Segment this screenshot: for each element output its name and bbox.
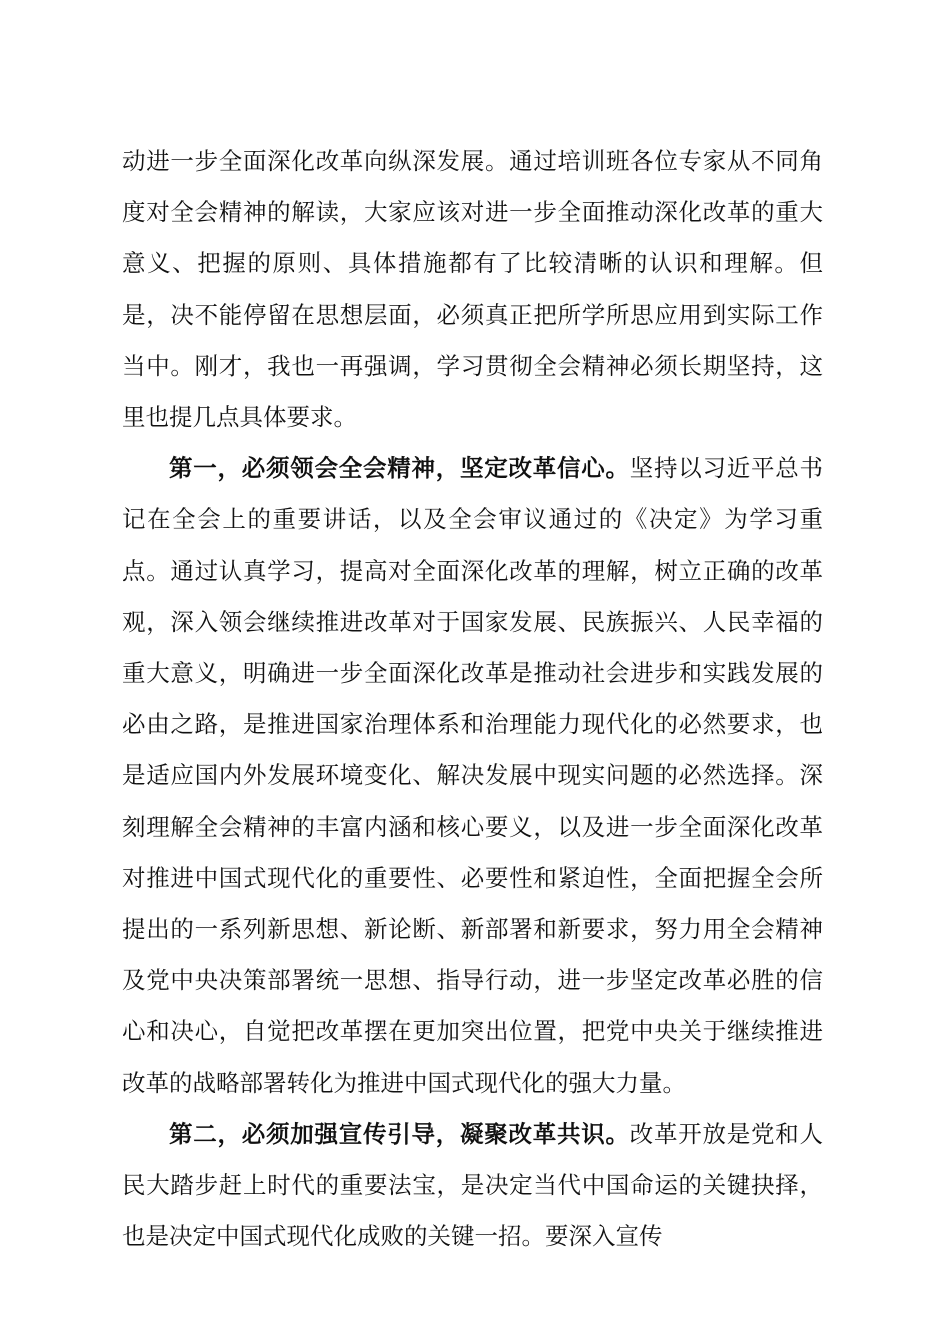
paragraph-text: 改革开放是党和人民大踏步赶上时代的重要法宝，是决定当代中国命运的关键抉择，也是决定中国式现代化成败的关键一招。要深入宣传 <box>122 1119 823 1251</box>
paragraph-second-requirement <box>122 1109 823 1263</box>
paragraph-lead-heading: 第一，必须领会全会精神，坚定改革信心。 <box>169 454 630 483</box>
paragraph-lead-heading: 第二，必须加强宣传引导，凝聚改革共识。 <box>169 1119 630 1148</box>
document-body <box>122 136 823 1262</box>
paragraph-first-requirement <box>122 443 823 1109</box>
paragraph-continuation <box>122 136 823 443</box>
paragraph-text: 动进一步全面深化改革向纵深发展。通过培训班各位专家从不同角度对全会精神的解读，大家应该对进一步全面推动深化改革的重大意义、把握的原则、具体措施都有了比较清晰的认识和理解。但是，决不能停留在思想层面，必须真正把所学所思应用到实际工作当中。刚才，我也一再强调，学习贯彻全会精神必须长期坚持，这里也提几点具体要求。 <box>122 147 823 432</box>
paragraph-text: 坚持以习近平总书记在全会上的重要讲话，以及全会审议通过的《决定》为学习重点。通过认真学习，提高对全面深化改革的理解，树立正确的改革观，深入领会继续推进改革对于国家发展、民族振兴、人民幸福的重大意义，明确进一步全面深化改革是推动社会进步和实践发展的必由之路，是推进国家治理体系和治理能力现代化的必然要求，也是适应国内外发展环境变化、解决发展中现实问题的必然选择。深刻理解全会精神的丰富内涵和核心要义，以及进一步全面深化改革对推进中国式现代化的重要性、必要性和紧迫性，全面把握全会所提出的一系列新思想、新论断、新部署和新要求，努力用全会精神及党中央决策部署统一思想、指导行动，进一步坚定改革必胜的信心和决心，自觉把改革摆在更加突出位置，把党中央关于继续推进改革的战略部署转化为推进中国式现代化的强大力量。 <box>122 454 823 1097</box>
